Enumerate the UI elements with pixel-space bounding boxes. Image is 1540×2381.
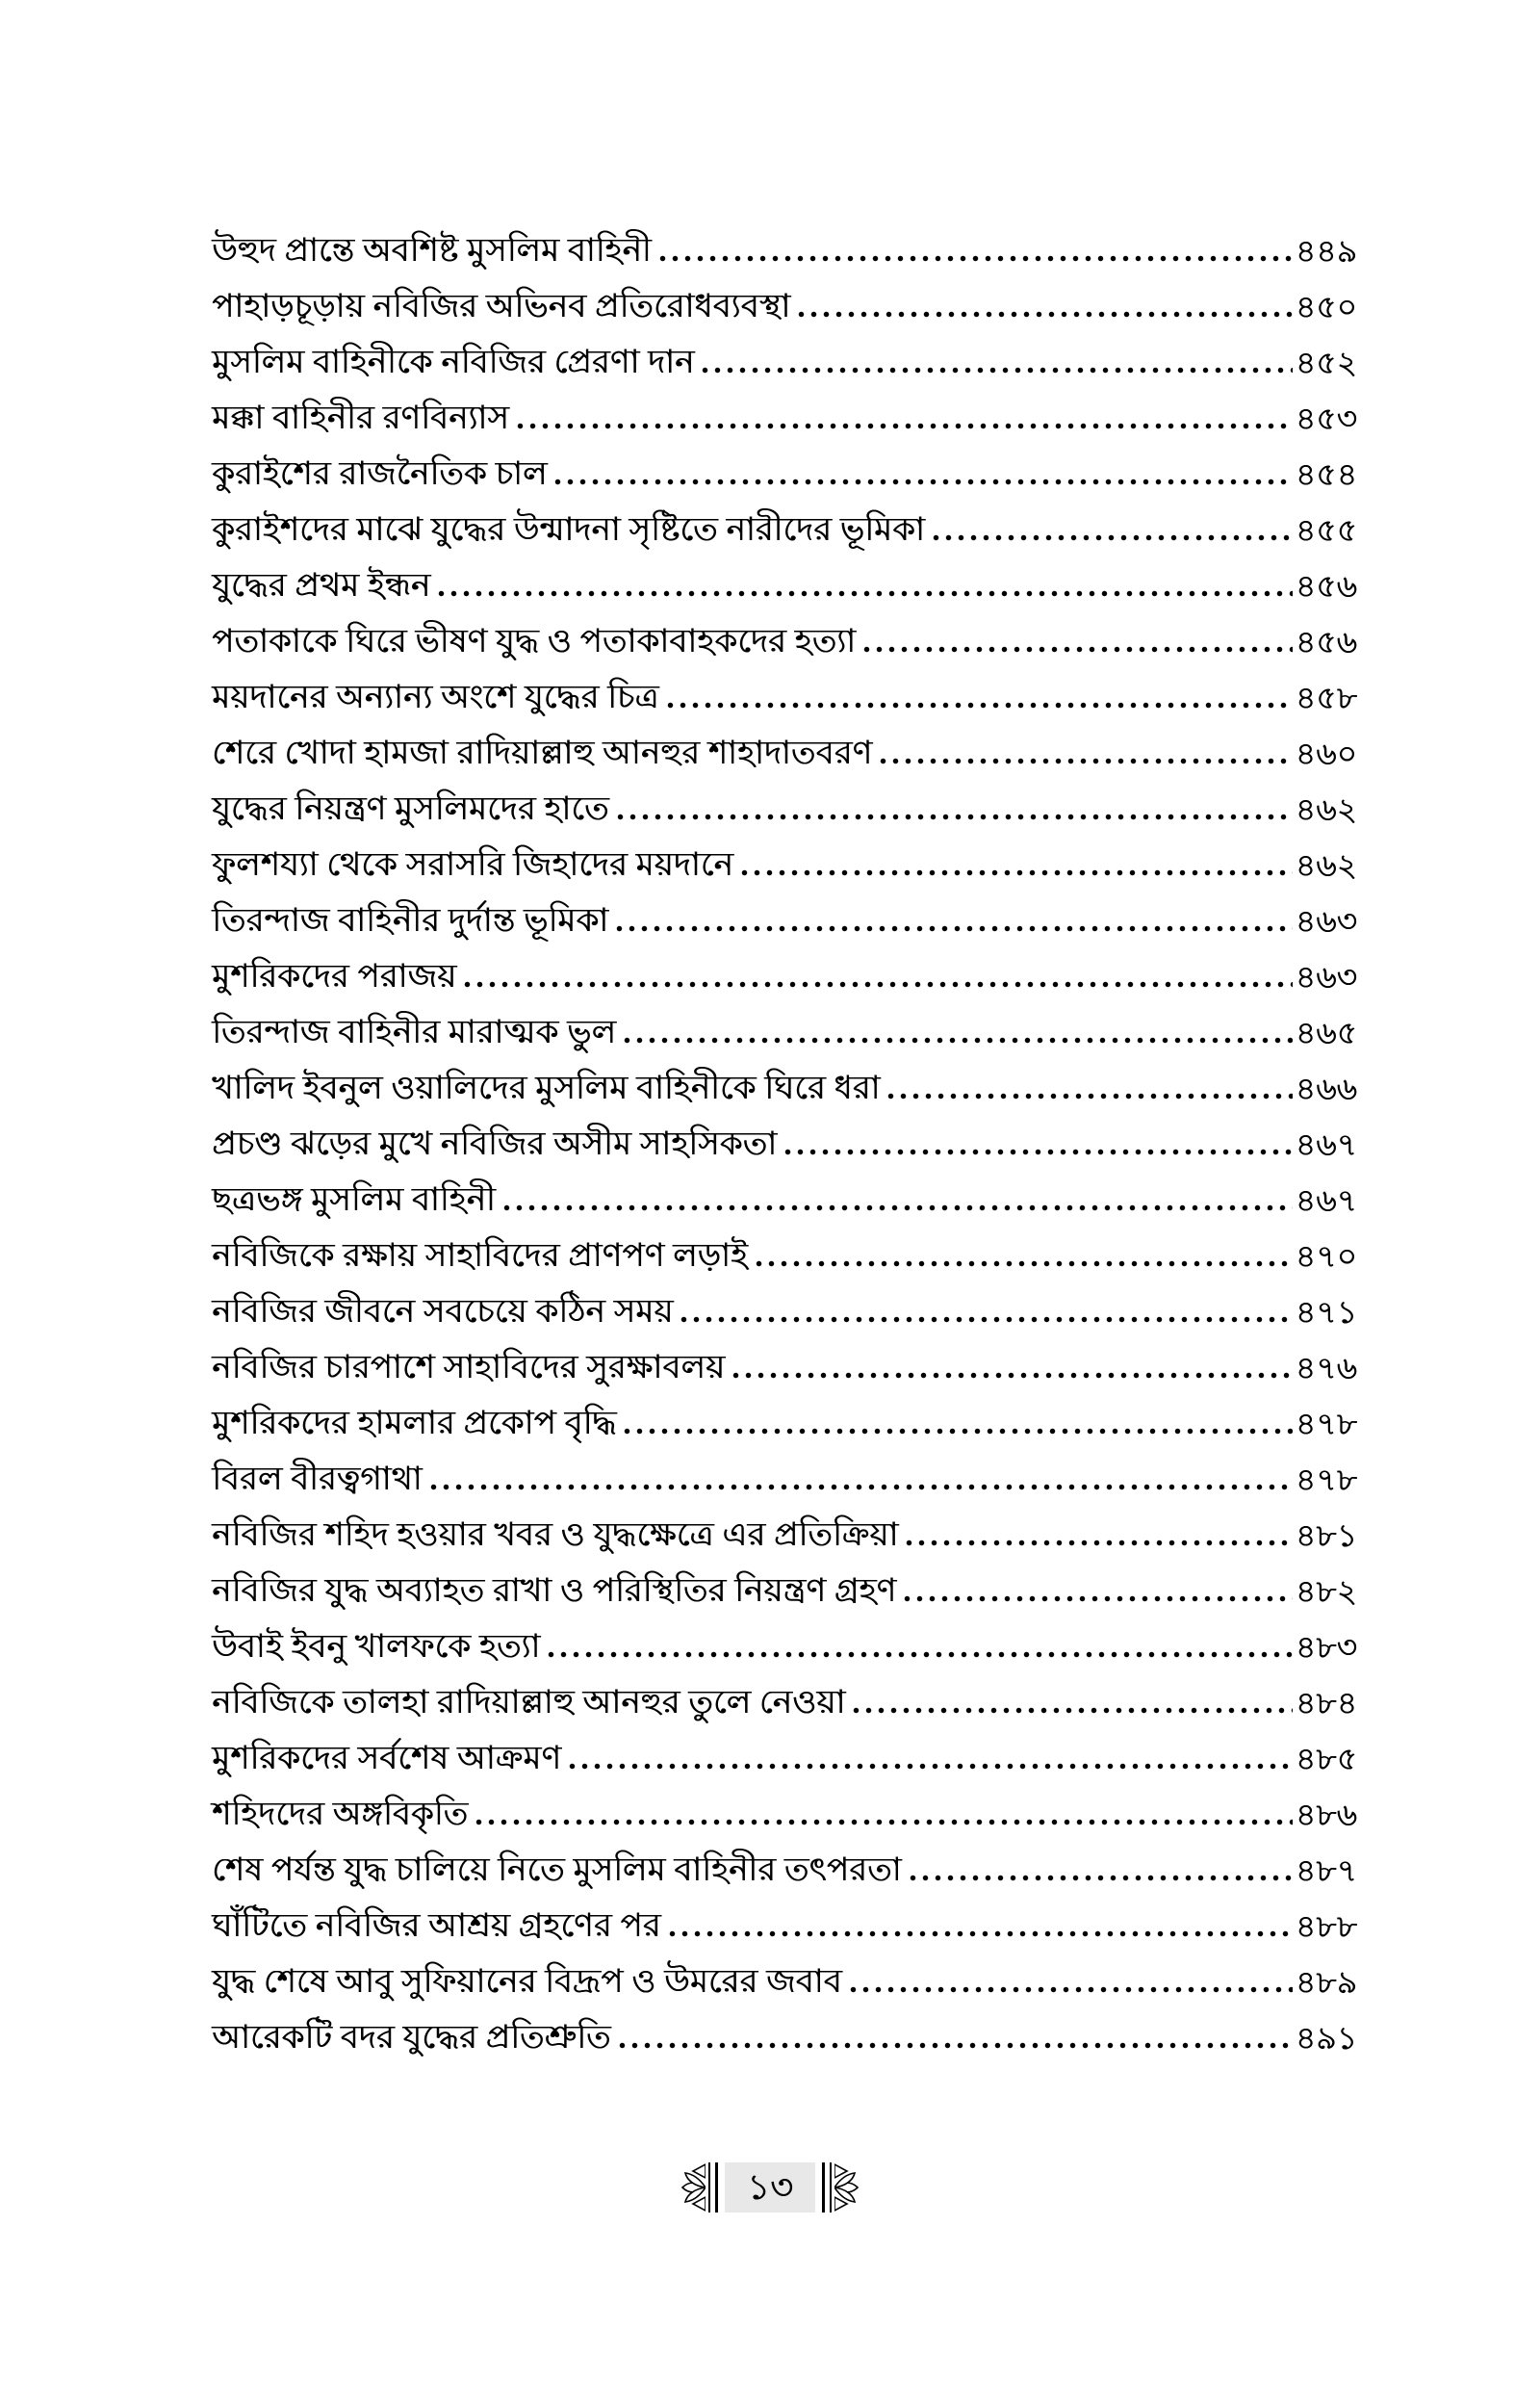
toc-leader-dots <box>659 255 1293 262</box>
toc-entry-title: কুরাইশদের মাঝে যুদ্ধের উন্মাদনা সৃষ্টিতে নারীদের ভূমিকা <box>212 511 925 548</box>
toc-entry-page: ৪৬৩ <box>1295 960 1357 996</box>
toc-leader-dots <box>784 1149 1293 1155</box>
toc-entry-page: ৪৭০ <box>1295 1239 1357 1275</box>
toc-entry-page: ৪৭১ <box>1295 1295 1357 1331</box>
toc-entry-title: বিরল বীরত্বগাথা <box>212 1461 423 1497</box>
toc-leader-dots <box>667 702 1293 709</box>
toc-row <box>212 1833 1357 1889</box>
toc-row <box>212 1219 1357 1275</box>
toc-row <box>212 1275 1357 1331</box>
toc-entry-title: মক্কা বাহিনীর রণবিন্যাস <box>212 400 509 436</box>
toc-entry-title: খালিদ ইবনুল ওয়ালিদের মুসলিম বাহিনীকে ঘিরে ধরা <box>212 1070 881 1106</box>
toc-entry-title: নবিজির যুদ্ধ অব্যাহত রাখা ও পরিস্থিতির নিয়ন্ত্রণ গ্রহণ <box>212 1572 897 1609</box>
toc-leader-dots <box>933 534 1293 541</box>
toc-entry-page: ৪৮৩ <box>1295 1630 1357 1666</box>
toc-leader-dots <box>863 646 1293 653</box>
toc-row <box>212 1107 1357 1163</box>
toc-entry-page: ৪৮৮ <box>1295 1909 1357 1945</box>
toc-entry-page: ৪৬৫ <box>1295 1016 1357 1051</box>
toc-entry-title: ময়দানের অন্যান্য অংশে যুদ্ধের চিত্র <box>212 679 659 715</box>
toc-entry-title: কুরাইশের রাজনৈতিক চাল <box>212 455 548 492</box>
toc-entry-page: ৪৮২ <box>1295 1574 1357 1610</box>
toc-leader-dots <box>617 814 1293 820</box>
toc-entry-title: পতাকাকে ঘিরে ভীষণ যুদ্ধ ও পতাকাবাহকদের হত্যা <box>212 623 856 660</box>
toc-entry-title: উহুদ প্রান্তে অবশিষ্ট মুসলিম বাহিনী <box>212 232 652 269</box>
toc-leader-dots <box>569 1763 1293 1770</box>
toc-entry-page: ৪৫৫ <box>1295 513 1357 549</box>
toc-entry-page: ৪৬৭ <box>1295 1127 1357 1163</box>
toc-leader-dots <box>517 423 1293 429</box>
toc-leader-dots <box>880 758 1292 764</box>
toc-entry-page: ৪৬৭ <box>1295 1183 1357 1219</box>
toc-entry-title: তিরন্দাজ বাহিনীর দুর্দান্ত ভূমিকা <box>212 902 609 939</box>
toc-entry-page: ৪৭৮ <box>1295 1407 1357 1442</box>
toc-row <box>212 884 1357 940</box>
toc-leader-dots <box>438 590 1292 597</box>
toc-entry-title: শেরে খোদা হামজা রাদিয়াল্লাহু আনহুর শাহাদাতবরণ <box>212 735 873 771</box>
toc-entry-page: ৪৫২ <box>1295 346 1357 381</box>
toc-row <box>212 493 1357 549</box>
toc-entry-title: নবিজির শহিদ হওয়ার খবর ও যুদ্ধক্ষেত্রে এর প্রতিক্রিয়া <box>212 1516 899 1553</box>
toc-leader-dots <box>741 869 1293 876</box>
toc-leader-dots <box>853 1707 1292 1714</box>
toc-leader-dots <box>464 981 1292 988</box>
toc-entry-page: ৪৫৩ <box>1295 401 1357 437</box>
toc-row <box>212 1163 1357 1219</box>
page-number: ১৩ <box>746 2167 794 2208</box>
lotus-ornament-left-icon <box>680 2162 706 2213</box>
toc-leader-dots <box>503 1204 1293 1211</box>
toc-entry-page: ৪৭৮ <box>1295 1462 1357 1498</box>
toc-entry-title: নবিজিকে রক্ষায় সাহাবিদের প্রাণপণ লড়াই <box>212 1237 748 1274</box>
footer-rule-left-thin <box>708 2162 710 2213</box>
toc-entry-page: ৪৮১ <box>1295 1518 1357 1554</box>
toc-row <box>212 1889 1357 1945</box>
toc-leader-dots <box>756 1260 1293 1267</box>
toc-row <box>212 1554 1357 1610</box>
toc-leader-dots <box>430 1484 1293 1490</box>
toc-leader-dots <box>475 1819 1293 1825</box>
toc-row <box>212 1945 1357 2001</box>
toc-entry-title: মুশরিকদের পরাজয় <box>212 958 457 995</box>
toc-row <box>212 270 1357 325</box>
toc-leader-dots <box>904 1595 1292 1602</box>
toc-entry-title: নবিজিকে তালহা রাদিয়াল্লাহু আনহুর তুলে নেওয়া <box>212 1684 846 1721</box>
toc-entry-title: নবিজির চারপাশে সাহাবিদের সুরক্ষাবলয় <box>212 1349 726 1385</box>
lotus-ornament-right-icon <box>834 2162 860 2213</box>
toc-entry-page: ৪৮৪ <box>1295 1686 1357 1721</box>
footer-rule-left-thick <box>715 2162 718 2213</box>
toc-leader-dots <box>619 2042 1293 2049</box>
toc-row <box>212 437 1357 493</box>
toc-entry-title: নবিজির জীবনে সবচেয়ে কঠিন সময় <box>212 1293 674 1330</box>
page-number-box <box>725 2162 815 2213</box>
toc-row <box>212 1721 1357 1777</box>
toc-leader-dots <box>702 367 1292 374</box>
toc-leader-dots <box>616 925 1293 932</box>
toc-row <box>212 1777 1357 1833</box>
toc-entry-title: ছত্রভঙ্গ মুসলিম বাহিনী <box>212 1181 496 1218</box>
toc-entry-page: ৪৬৩ <box>1295 904 1357 940</box>
toc-entry-page: ৪৭৬ <box>1295 1351 1357 1386</box>
toc-leader-dots <box>669 1930 1293 1937</box>
toc-entry-page: ৪৮৬ <box>1295 1798 1357 1833</box>
page-footer <box>0 2162 1540 2213</box>
toc-entry-page: ৪৫৬ <box>1295 569 1357 605</box>
toc-entry-page: ৪৫৮ <box>1295 681 1357 716</box>
toc-leader-dots <box>548 1651 1292 1658</box>
toc-list <box>212 214 1357 2057</box>
toc-entry-title: যুদ্ধের নিয়ন্ত্রণ মুসলিমদের হাতে <box>212 790 609 827</box>
toc-leader-dots <box>554 479 1292 485</box>
toc-leader-dots <box>624 1037 1293 1044</box>
toc-entry-title: মুশরিকদের সর্বশেষ আক্রমণ <box>212 1740 562 1776</box>
toc-leader-dots <box>732 1372 1293 1379</box>
toc-leader-dots <box>906 1540 1292 1546</box>
toc-entry-title: শেষ পর্যন্ত যুদ্ধ চালিয়ে নিতে মুসলিম বাহিনীর তৎপরতা <box>212 1851 902 1888</box>
toc-entry-title: ফুলশয্যা থেকে সরাসরি জিহাদের ময়দানে <box>212 846 733 883</box>
toc-entry-title: মুশরিকদের হামলার প্রকোপ বৃদ্ধি <box>212 1405 617 1441</box>
toc-entry-title: পাহাড়চূড়ায় নবিজির অভিনব প্রতিরোধব্যবস্থা <box>212 288 791 324</box>
toc-row <box>212 1331 1357 1386</box>
toc-row <box>212 1498 1357 1554</box>
toc-row <box>212 1610 1357 1666</box>
toc-entry-title: প্রচণ্ড ঝড়ের মুখে নবিজির অসীম সাহসিকতা <box>212 1126 778 1162</box>
toc-row <box>212 996 1357 1051</box>
toc-entry-page: ৪৮৫ <box>1295 1742 1357 1777</box>
toc-row <box>212 1051 1357 1107</box>
toc-row <box>212 1442 1357 1498</box>
toc-entry-page: ৪৯১ <box>1295 2021 1357 2057</box>
toc-leader-dots <box>680 1316 1292 1323</box>
footer-rule-right-thin <box>830 2162 832 2213</box>
toc-entry-page: ৪৫৬ <box>1295 625 1357 660</box>
toc-leader-dots <box>887 1093 1292 1100</box>
toc-row <box>212 549 1357 605</box>
toc-entry-title: যুদ্ধের প্রথম ইন্ধন <box>212 567 431 604</box>
toc-entry-title: মুসলিম বাহিনীকে নবিজির প্রেরণা দান <box>212 344 695 380</box>
toc-row <box>212 716 1357 772</box>
toc-leader-dots <box>850 1986 1293 1993</box>
toc-entry-page: ৪৬৬ <box>1295 1072 1357 1107</box>
toc-entry-title: যুদ্ধ শেষে আবু সুফিয়ানের বিদ্রূপ ও উমরের জবাব <box>212 1963 842 2000</box>
toc-entry-page: ৪৬২ <box>1295 848 1357 884</box>
toc-row <box>212 214 1357 270</box>
toc-leader-dots <box>624 1428 1292 1435</box>
toc-entry-title: তিরন্দাজ বাহিনীর মারাত্মক ভুল <box>212 1014 617 1050</box>
toc-entry-page: ৪৬২ <box>1295 792 1357 828</box>
toc-leader-dots <box>798 311 1292 318</box>
toc-entry-title: উবাই ইবনু খালফকে হত্যা <box>212 1628 541 1665</box>
toc-row <box>212 1666 1357 1721</box>
footer-rule-right-thick <box>822 2162 825 2213</box>
toc-row <box>212 381 1357 437</box>
toc-entry-title: আরেকটি বদর যুদ্ধের প্রতিশ্রুতি <box>212 2019 611 2056</box>
toc-row <box>212 605 1357 660</box>
toc-row <box>212 828 1357 884</box>
toc-row <box>212 325 1357 381</box>
toc-entry-page: ৪৫০ <box>1295 290 1357 325</box>
toc-entry-page: ৪৫৪ <box>1295 457 1357 493</box>
toc-entry-title: শহিদদের অঙ্গবিকৃতি <box>212 1796 469 1832</box>
toc-row <box>212 660 1357 716</box>
toc-entry-page: ৪৮৯ <box>1295 1965 1357 2001</box>
toc-entry-page: ৪৬০ <box>1295 737 1357 772</box>
toc-leader-dots <box>910 1875 1293 1881</box>
toc-entry-page: ৪৮৭ <box>1295 1853 1357 1889</box>
toc-row <box>212 940 1357 996</box>
toc-entry-title: ঘাঁটিতে নবিজির আশ্রয় গ্রহণের পর <box>212 1907 661 1944</box>
toc-row <box>212 772 1357 828</box>
toc-row <box>212 2001 1357 2057</box>
toc-entry-page: ৪৪৯ <box>1295 234 1357 270</box>
toc-row <box>212 1386 1357 1442</box>
